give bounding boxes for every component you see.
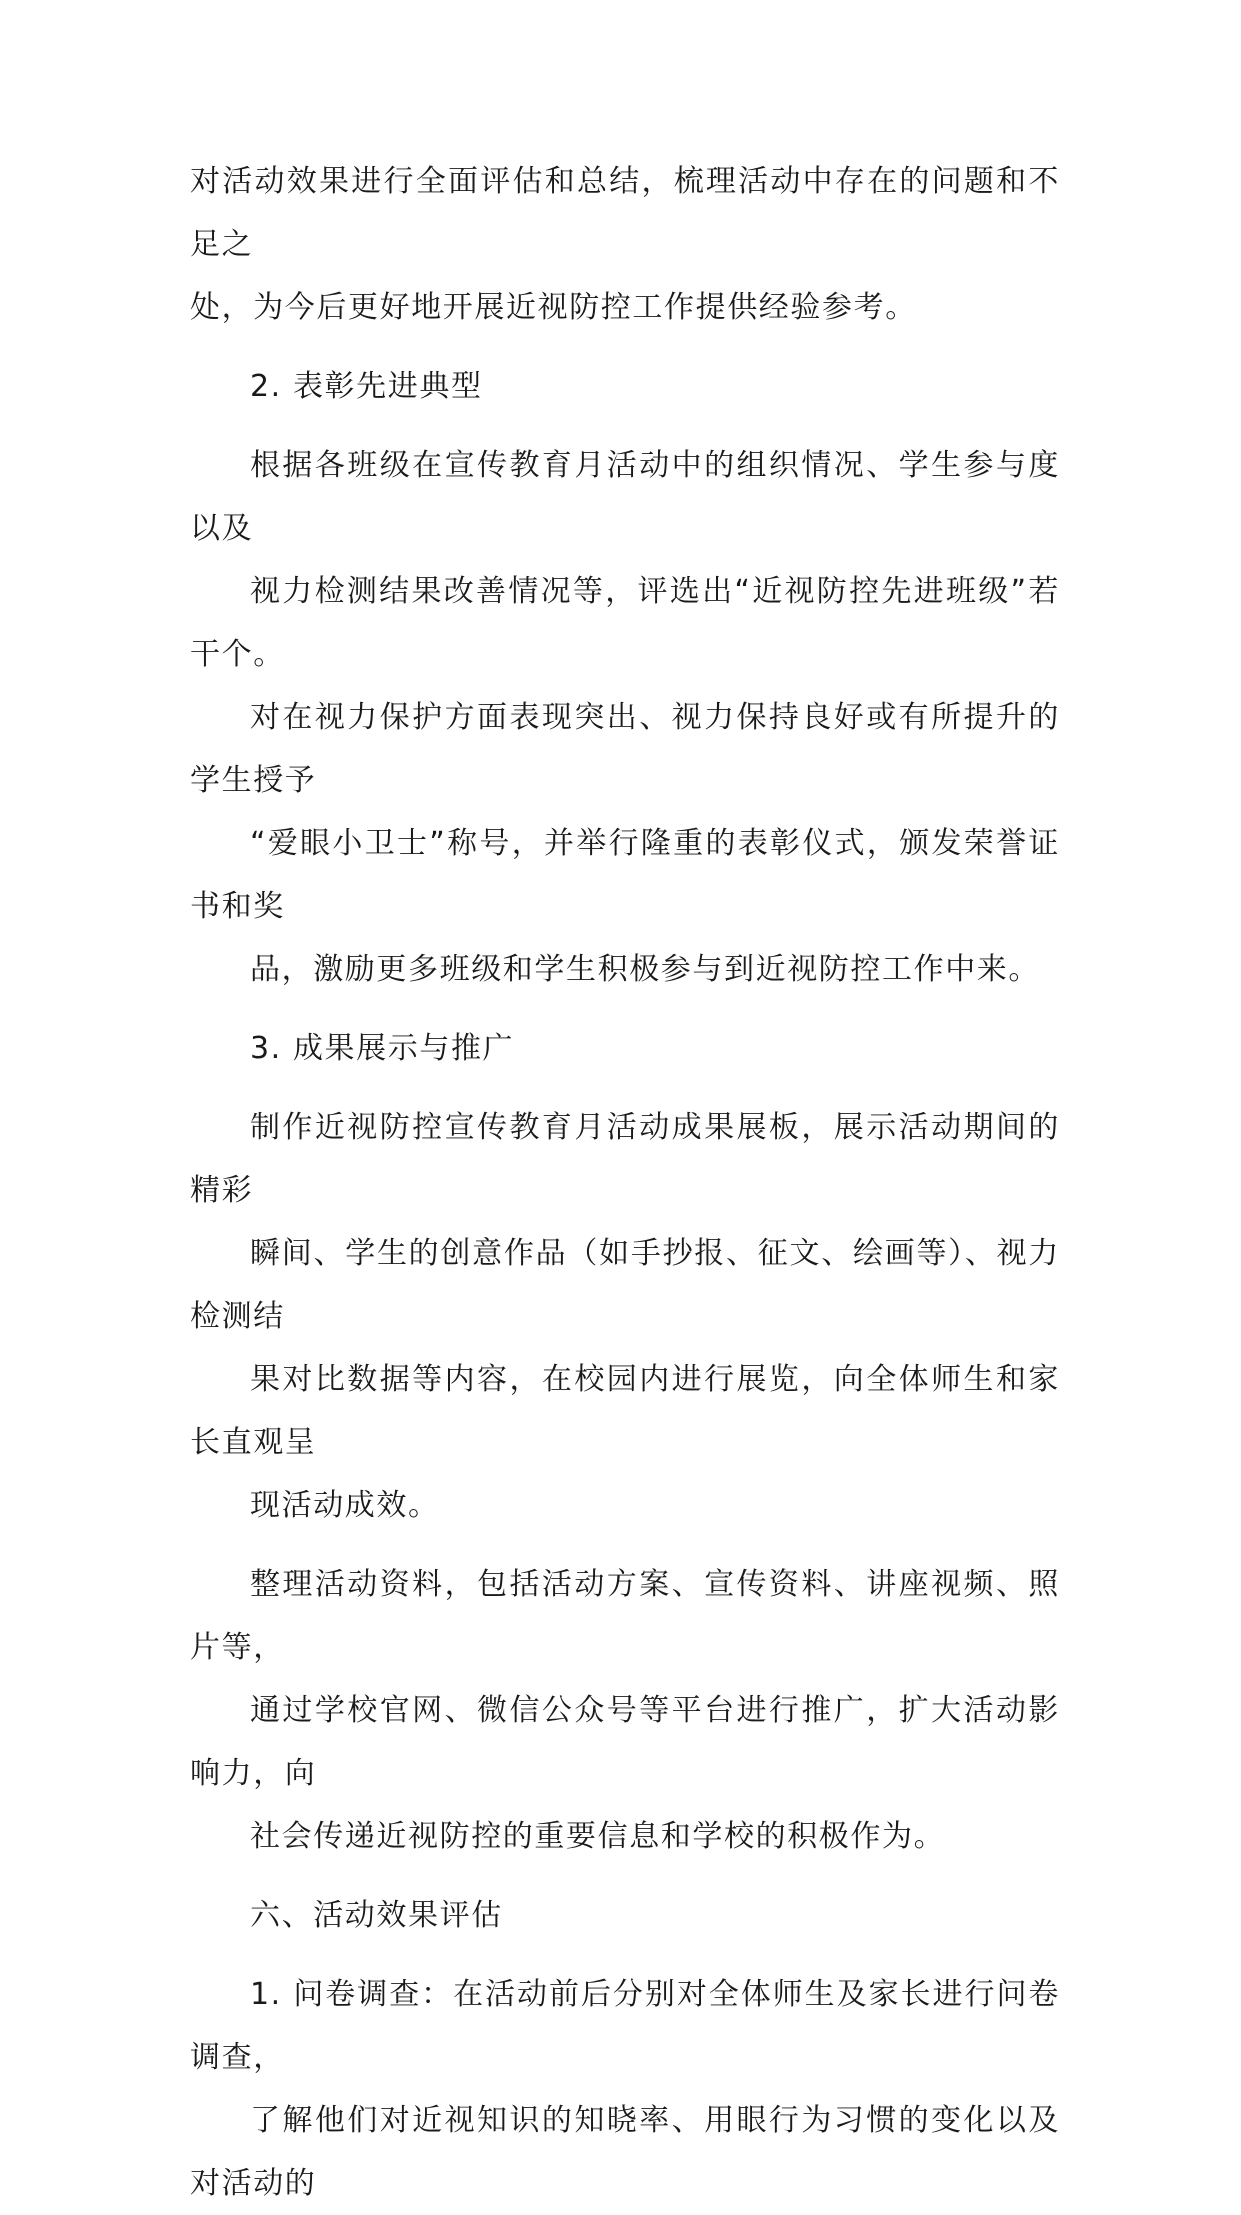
paragraph	[190, 1884, 1060, 1947]
text-line: 3. 成果展示与推广	[250, 1031, 515, 1066]
paragraph	[190, 1963, 1060, 2215]
text-line: 1. 问卷调查：在活动前后分别对全体师生及家长进行问卷调查，	[190, 1977, 1060, 2075]
text-line: 品，激励更多班级和学生积极参与到近视防控工作中来。	[250, 952, 1040, 987]
text-line: 整理活动资料，包括活动方案、宣传资料、讲座视频、照片等，	[190, 1567, 1060, 1665]
text-line: “爱眼小卫士”称号，并举行隆重的表彰仪式，颁发荣誉证书和奖	[190, 826, 1060, 924]
text-line: 了解他们对近视知识的知晓率、用眼行为习惯的变化以及对活动的	[190, 2103, 1060, 2201]
paragraph	[190, 355, 1060, 418]
paragraph	[190, 1017, 1060, 1080]
text-line: 2. 表彰先进典型	[250, 369, 483, 404]
document-body	[190, 150, 1060, 2215]
text-line: 对活动效果进行全面评估和总结，梳理活动中存在的问题和不足之	[190, 164, 1060, 262]
text-line: 对在视力保护方面表现突出、视力保持良好或有所提升的学生授予	[190, 700, 1060, 798]
text-line: 果对比数据等内容，在校园内进行展览，向全体师生和家长直观呈	[190, 1362, 1060, 1460]
text-line: 社会传递近视防控的重要信息和学校的积极作为。	[250, 1819, 946, 1854]
text-line: 视力检测结果改善情况等，评选出“近视防控先进班级”若干个。	[190, 574, 1060, 672]
paragraph	[190, 1553, 1060, 1868]
paragraph	[190, 434, 1060, 1001]
paragraph	[190, 1096, 1060, 1537]
text-line: 六、活动效果评估	[250, 1898, 503, 1933]
text-line: 根据各班级在宣传教育月活动中的组织情况、学生参与度以及	[190, 448, 1060, 546]
text-line: 瞬间、学生的创意作品（如手抄报、征文、绘画等）、视力检测结	[190, 1236, 1060, 1334]
text-line: 制作近视防控宣传教育月活动成果展板，展示活动期间的精彩	[190, 1110, 1060, 1208]
paragraph	[190, 150, 1060, 339]
text-line: 通过学校官网、微信公众号等平台进行推广，扩大活动影响力，向	[190, 1693, 1060, 1791]
text-line: 处，为今后更好地开展近视防控工作提供经验参考。	[190, 290, 917, 325]
text-line: 现活动成效。	[250, 1488, 440, 1523]
